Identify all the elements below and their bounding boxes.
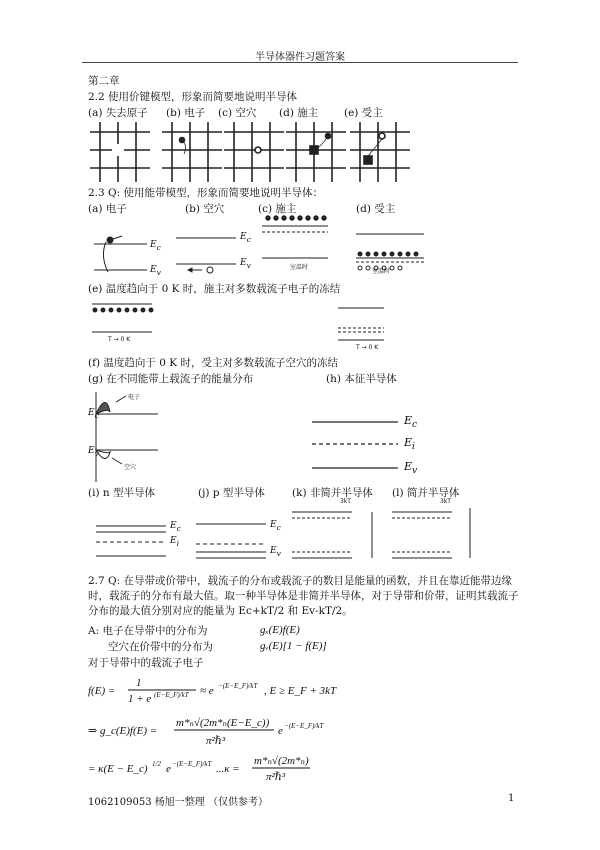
- eq1: f(E) =: [88, 685, 116, 697]
- q22-label-d: (d) 施主: [279, 107, 319, 119]
- kt-label-l: 3kT: [440, 498, 451, 505]
- t-zero-f: T → 0 K: [356, 344, 379, 351]
- q27-question: 2.7 Q: 在导带或价带中，载流子的分布或载流子的数目是能量的函数，并且在靠近能带边缘时，载流子的分布有最大值。取一种半导体是非简并半导体，对于导带和价带，证明其载流子分布的最大值分别对应的能量为 Ec+kT/2 和 Ev-kT/2。: [88, 575, 519, 617]
- ec-label-b: $E_c$: [240, 232, 251, 244]
- eq3-exp-sup: −(E−E_F)/kT: [172, 760, 212, 768]
- ec-label-a: $E_c$: [150, 240, 161, 252]
- page-number: 1: [508, 793, 515, 804]
- eq2-exp: e: [278, 725, 283, 737]
- q23-label-i: (i) n 型半导体: [88, 487, 155, 499]
- q27-a-line2: 空穴在价带中的分布为: [108, 641, 213, 653]
- eq1-approx: ≈ e: [200, 685, 214, 697]
- chapter-title: 第二章: [88, 75, 120, 87]
- t-zero-e: T → 0 K: [108, 336, 131, 343]
- ec-label-j: $E_c$: [270, 520, 281, 532]
- q27-a-line1: A: 电子在导带中的分布为: [88, 625, 208, 637]
- band-diagrams-row3: [96, 500, 496, 560]
- q23-label-d: (d) 受主: [356, 203, 396, 215]
- eq3-k-bot: π²ℏ³: [266, 771, 286, 783]
- lattice-diagrams: [88, 120, 418, 186]
- ev-label-g: $E_v$: [88, 446, 99, 458]
- eq3-k-top: m*ₙ√(2m*ₙ): [254, 755, 309, 767]
- ec-label-i: $E_c$: [170, 521, 181, 533]
- q27-a-line1-eq: gₓ(E)f(E): [260, 624, 300, 636]
- eq1-approx-exp: −(E−E_F)/kT: [218, 682, 258, 690]
- hole-label: 空穴: [124, 464, 137, 471]
- q23-h-label: (h) 本征半导体: [326, 373, 397, 385]
- room-temp-d: 室温时: [372, 268, 391, 275]
- header-rule: [82, 62, 518, 63]
- eq3: = κ(E − E_c): [88, 763, 148, 775]
- q23-label-j: (j) p 型半导体: [198, 487, 265, 499]
- q22-title: 2.2 使用价键模型，形象而简要地说明半导体: [88, 91, 298, 103]
- equation-block: [88, 672, 408, 782]
- q22-label-a: (a) 失去原子: [88, 107, 148, 119]
- q22-label-e: (e) 受主: [344, 107, 383, 119]
- q23-label-l: (l) 简并半导体: [392, 487, 460, 499]
- ev-label-b: $E_v$: [240, 258, 251, 270]
- q22-label-b: (b) 电子: [166, 107, 206, 119]
- electron-label: 电子: [128, 394, 141, 401]
- q23-label-c: (c) 施主: [258, 203, 297, 215]
- ev-label-j: $E_v$: [270, 546, 281, 558]
- q23-label-b: (b) 空穴: [185, 203, 225, 215]
- q23-label-k: (k) 非简并半导体: [292, 487, 373, 499]
- ev-label-a: $E_v$: [150, 265, 161, 277]
- q23-f-label: (f) 温度趋向于 0 K 时，受主对多数载流子空穴的冻结: [88, 357, 338, 369]
- freezeout-diagrams: [92, 300, 392, 350]
- room-temp-c: 室温时: [290, 264, 309, 271]
- ei-label-h: $E_i$: [404, 436, 415, 453]
- eq2-bot: π²ℏ³: [206, 735, 226, 747]
- q27-a-line2-eq: gᵥ(E)[1 − f(E)]: [260, 640, 327, 652]
- ev-label-h: $E_v$: [404, 460, 418, 477]
- page-header: 半导体器件习题答案: [255, 52, 345, 63]
- q22-label-c: (c) 空穴: [218, 107, 257, 119]
- eq1-cond: , E ≥ E_F + 3kT: [264, 685, 337, 697]
- eq3-sup: 1/2: [152, 760, 161, 768]
- ei-label-i: $E_i$: [170, 536, 179, 548]
- energy-distribution-diagram: [92, 392, 182, 482]
- kt-label-k: 3kT: [340, 498, 351, 505]
- q23-title: 2.3 Q: 使用能带模型，形象而简要地说明半导体：: [88, 187, 324, 199]
- intrinsic-diagram: [312, 414, 402, 474]
- eq1-frac-top: 1: [136, 677, 142, 689]
- ec-label-h: $E_c$: [404, 414, 418, 431]
- ec-label-g: $E_c$: [88, 408, 99, 420]
- eq3-exp: e: [166, 763, 171, 775]
- eq3-kappa: ...κ =: [216, 763, 240, 775]
- eq1-frac-bot: 1 + e: [128, 693, 152, 705]
- q23-label-a: (a) 电子: [88, 203, 127, 215]
- q27-a-line3: 对于导带中的载流子电子: [88, 657, 204, 669]
- eq2-top: m*ₙ√(2m*ₙ(E−E_c)): [176, 717, 270, 729]
- q23-g-label: (g) 在不同能带上载流子的能量分布: [88, 373, 254, 385]
- eq1-frac-exp: (E−E_F)/kT: [154, 691, 189, 699]
- eq2: ⇒ g_c(E)f(E) =: [88, 725, 158, 737]
- footer-text: 1062109053 杨旭一整理 （仅供参考）: [88, 797, 268, 808]
- q23-e-label: (e) 温度趋向于 0 K 时，施主对多数载流子电子的冻结: [88, 283, 341, 295]
- eq2-exp-sup: −(E−E_F)/kT: [284, 722, 324, 730]
